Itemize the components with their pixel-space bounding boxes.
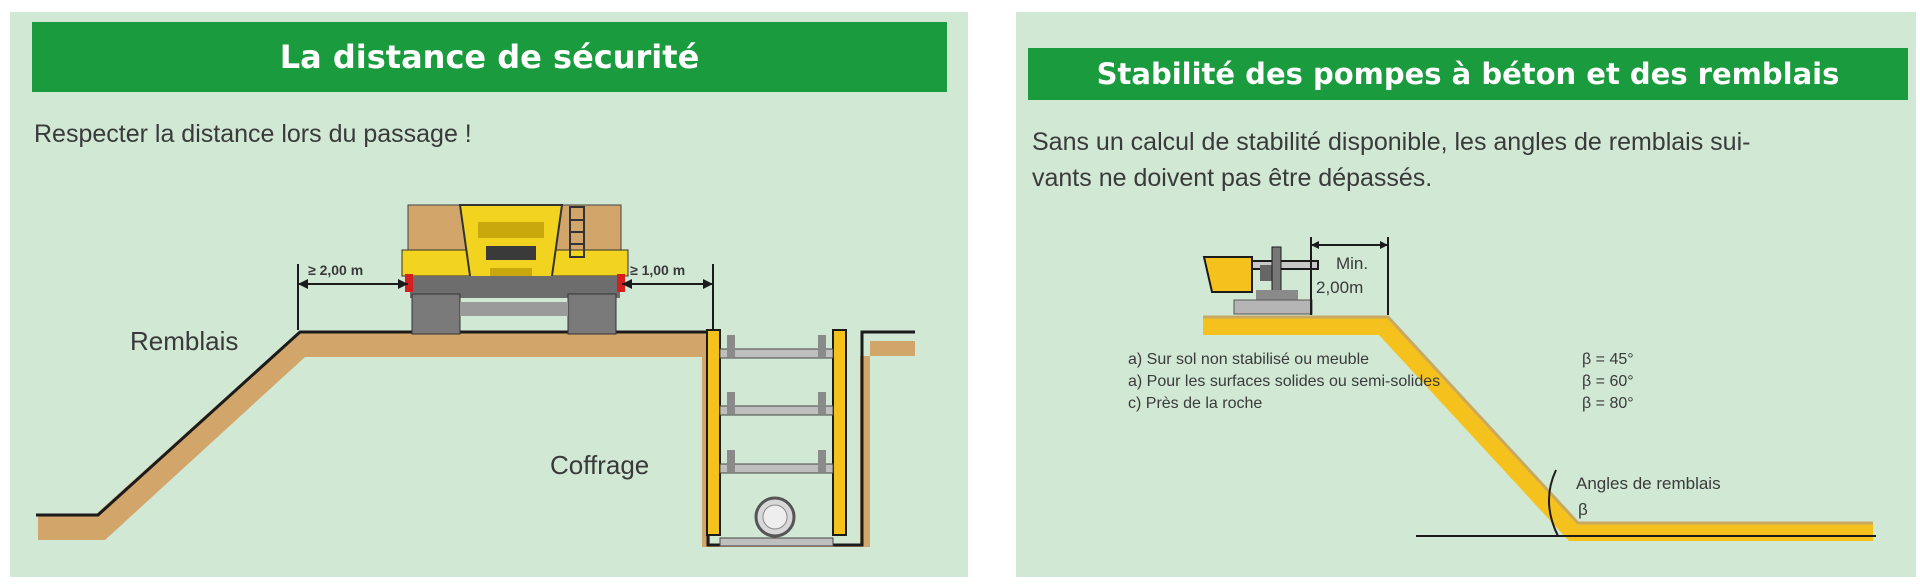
condition-soft-soil: a) Sur sol non stabilisé ou meuble [1128,351,1370,368]
panel-title: La distance de sécurité [32,22,947,92]
stability-panel [1016,12,1916,577]
angle-rock: β = 80° [1582,395,1634,412]
instruction-text: Respecter la distance lors du passage ! [34,120,472,148]
beta-symbol: β [1578,500,1588,519]
truck-rear-view [402,205,628,334]
coffrage-label: Coffrage [550,450,650,480]
pump-outrigger [1204,247,1318,314]
trench-outline [708,332,915,545]
condition-rock: c) Près de la roche [1128,395,1263,412]
condition-solid-surface: a) Pour les surfaces solides ou semi-solides [1128,373,1441,390]
distance-label-left: ≥ 2,00 m [308,262,364,278]
remblais-label: Remblais [130,326,239,356]
panel-title: Stabilité des pompes à béton et des remblais [1028,48,1908,100]
min-distance-arrow [1311,237,1388,315]
safety-distance-panel [10,12,968,577]
distance-label-right: ≥ 1,00 m [630,262,686,278]
safety-distance-diagram [10,12,968,577]
min-label: Min. [1335,254,1369,273]
angle-caption: Angles de remblais [1576,474,1721,493]
embankment-angle-diagram [1016,12,1916,577]
angle-soft-soil: β = 45° [1582,351,1634,368]
min-value: 2,00m [1316,278,1364,297]
angle-solid-surface: β = 60° [1582,373,1634,390]
intro-line-1: Sans un calcul de stabilité disponible, les angles de remblais sui- [1032,128,1751,156]
intro-line-2: vants ne doivent pas être dépassés. [1032,164,1433,192]
